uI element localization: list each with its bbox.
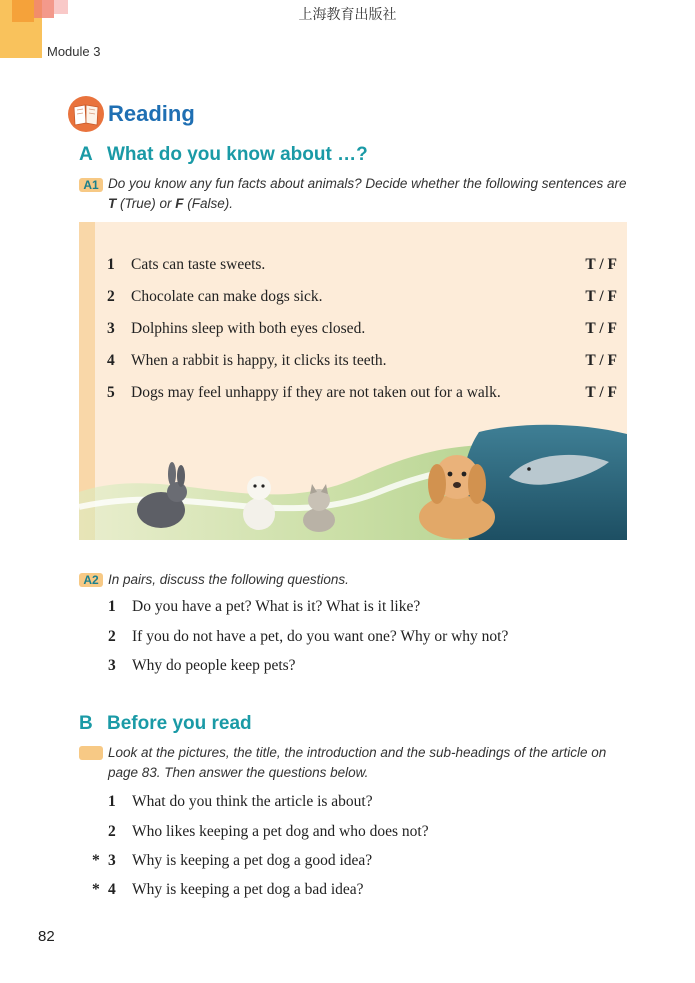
question-number: 4: [108, 881, 116, 898]
fact-text: Chocolate can make dogs sick.: [131, 288, 323, 305]
true-false-choice[interactable]: T / F: [585, 288, 617, 305]
fact-number: 3: [107, 320, 115, 337]
fact-row: [107, 384, 617, 402]
discussion-question: [108, 598, 420, 616]
fact-number: 1: [107, 256, 115, 273]
a2-badge: A2: [79, 573, 103, 587]
prereading-question: [108, 793, 373, 811]
animals-illustration: [79, 422, 627, 540]
a1-instruction: [108, 174, 628, 214]
question-text: Why is keeping a pet dog a bad idea?: [132, 881, 364, 898]
challenge-star: *: [92, 852, 100, 869]
section-a-title: What do you know about …?: [107, 144, 368, 165]
page-number: 82: [38, 928, 55, 945]
fact-text: Dogs may feel unhappy if they are not taken out for a walk.: [131, 384, 501, 401]
fact-row: [107, 256, 617, 274]
discussion-question: [108, 628, 508, 646]
prereading-question: [92, 881, 364, 899]
question-text: What do you think the article is about?: [132, 793, 373, 810]
challenge-star: *: [92, 881, 100, 898]
section-a-letter: A: [79, 144, 93, 165]
book-icon: [67, 95, 105, 133]
fact-text: Dolphins sleep with both eyes closed.: [131, 320, 366, 337]
b-badge: [79, 746, 103, 760]
true-false-choice[interactable]: T / F: [585, 384, 617, 401]
section-b-heading: [79, 713, 252, 735]
reading-title: Reading: [108, 101, 195, 126]
fact-row: [107, 320, 617, 338]
fact-row: [107, 288, 617, 306]
question-text: Who likes keeping a pet dog and who does not?: [132, 823, 429, 840]
puppy-icon: [243, 476, 275, 530]
false-letter: F: [175, 196, 184, 211]
question-number: 2: [108, 628, 116, 645]
true-word: (True) or: [116, 196, 176, 211]
question-number: 1: [108, 793, 116, 810]
question-number: 2: [108, 823, 116, 840]
section-b-letter: B: [79, 713, 93, 734]
true-false-choice[interactable]: T / F: [585, 320, 617, 337]
publisher-name: 上海教育出版社: [298, 7, 397, 23]
fact-number: 2: [107, 288, 115, 305]
module-label: Module 3: [47, 44, 101, 59]
true-false-choice[interactable]: T / F: [585, 256, 617, 273]
fact-number: 5: [107, 384, 115, 401]
question-text: If you do not have a pet, do you want one? Why or why not?: [132, 628, 509, 645]
true-false-choice[interactable]: T / F: [585, 352, 617, 369]
section-a-heading: [79, 144, 368, 166]
question-number: 3: [108, 657, 116, 674]
a2-instruction: In pairs, discuss the following questions.: [108, 572, 349, 587]
a1-instruction-text: Do you know any fun facts about animals? Decide whether the following sentences are: [108, 176, 627, 191]
facts-panel: [79, 222, 627, 540]
question-text: Why do people keep pets?: [132, 657, 296, 674]
fact-row: [107, 352, 617, 370]
question-text: Why is keeping a pet dog a good idea?: [132, 852, 373, 869]
prereading-question: [92, 852, 373, 870]
a1-badge: A1: [79, 178, 103, 192]
fact-text: When a rabbit is happy, it clicks its teeth.: [131, 352, 387, 369]
fact-text: Cats can taste sweets.: [131, 256, 266, 273]
fact-number: 4: [107, 352, 115, 369]
false-word: (False).: [183, 196, 234, 211]
prereading-question: [108, 823, 429, 841]
discussion-question: [108, 657, 296, 675]
question-text: Do you have a pet? What is it? What is it like?: [132, 598, 421, 615]
b-instruction: Look at the pictures, the title, the introduction and the sub-headings of the article on page 83. Then answer the questions below.: [108, 745, 607, 780]
question-number: 3: [108, 852, 116, 869]
section-b-title: Before you read: [107, 713, 252, 734]
true-letter: T: [108, 196, 117, 211]
question-number: 1: [108, 598, 116, 615]
